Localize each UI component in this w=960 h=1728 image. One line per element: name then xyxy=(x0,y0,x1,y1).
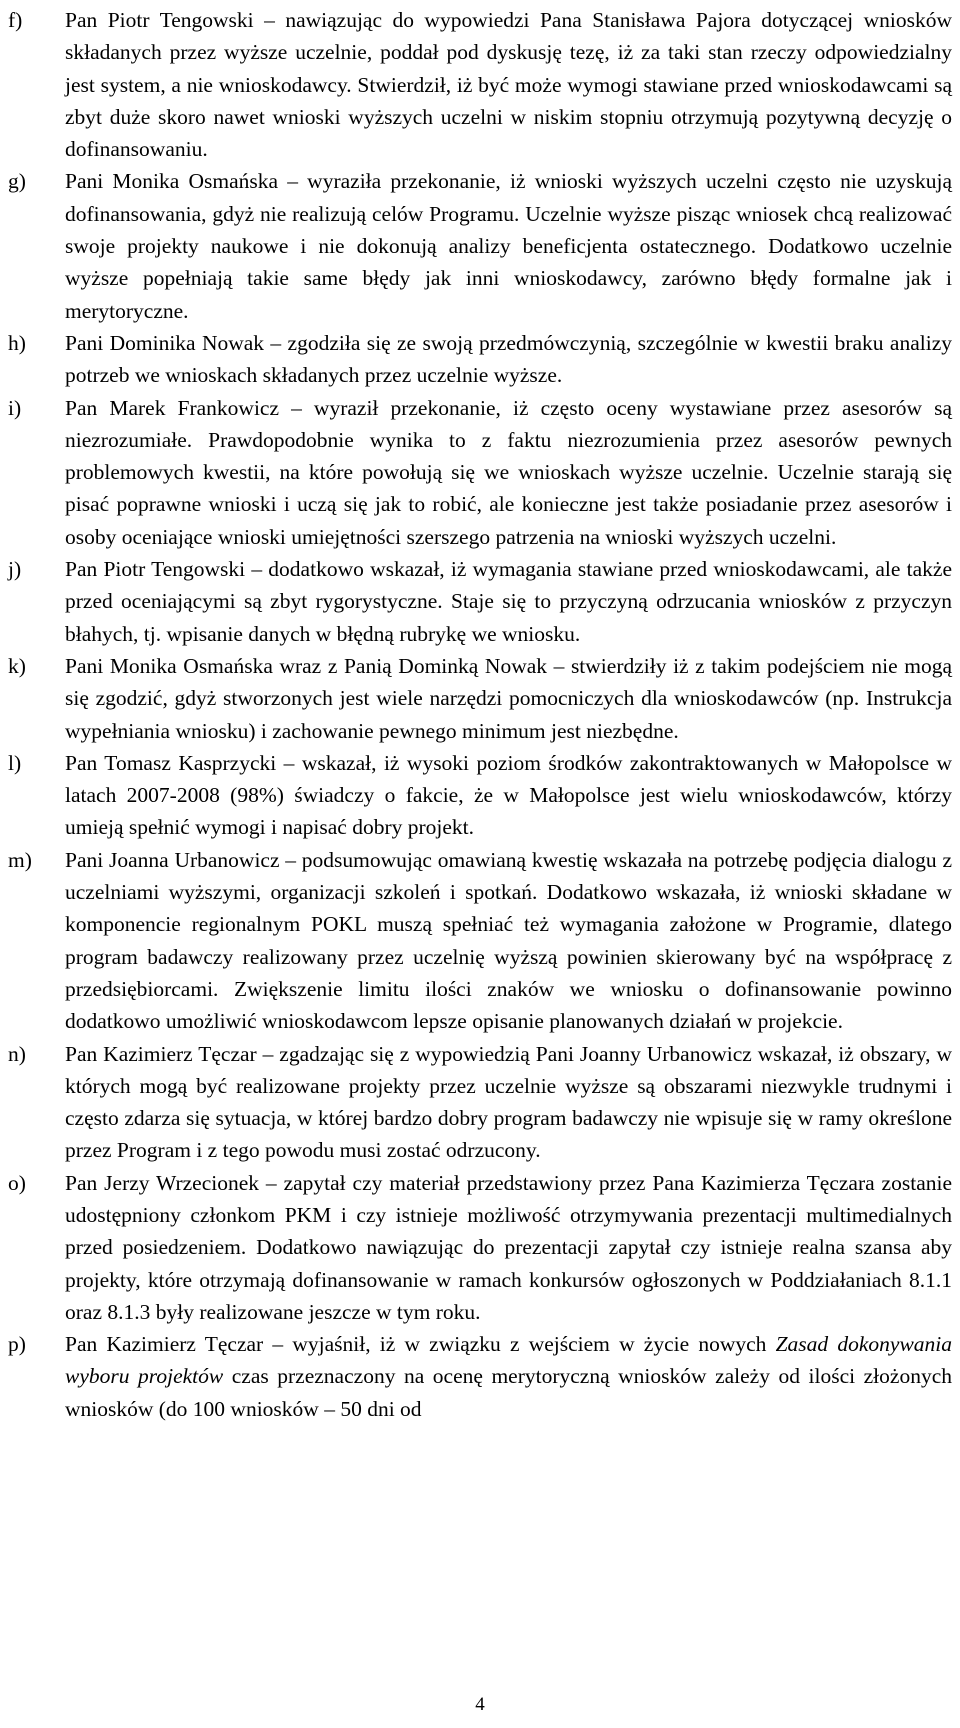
list-item-h xyxy=(8,327,952,392)
list-item-text: Pan Jerzy Wrzecionek – zapytał czy materiał przedstawiony przez Pana Kazimierza Tęczara zostanie udostępniony członkom PKM i czy istnieje możliwość otrzymywania prezentacji multimedialnych przed posiedzeniem. Dodatkowo nawiązując do prezentacji zapytał czy istnieje realna szansa aby projekty, które otrzymają dofinansowanie w ramach konkursów ogłoszonych w Poddziałaniach 8.1.1 oraz 8.1.3 były realizowane jeszcze w tym roku. xyxy=(65,1170,952,1324)
page-number: 4 xyxy=(475,1694,485,1715)
list-item-i xyxy=(8,392,952,553)
list-item-g xyxy=(8,165,952,326)
list-item-p xyxy=(8,1328,952,1425)
list-marker: j) xyxy=(8,557,22,582)
list-item-text: Pani Monika Osmańska – wyraziła przekonanie, iż wnioski wyższych uczelni często nie uzyskują dofinansowania, gdyż nie realizują celów Programu. Uczelnie wyższe pisząc wniosek chcą realizować swoje projekty naukowe i nie dokonują analizy beneficjenta ostatecznego. Dodatkowo uczelnie wyższe popełniają takie same błędy jak inni wnioskodawcy, zarówno błędy formalne jak i merytoryczne. xyxy=(65,169,952,323)
list-marker: l) xyxy=(8,750,22,775)
list-item-n xyxy=(8,1038,952,1167)
discussion-list xyxy=(8,4,952,1425)
list-item-text: Pani Monika Osmańska wraz z Panią Dominką Nowak – stwierdziły iż z takim podejściem nie mogą się zgodzić, gdyż stworzonych jest wiele narzędzi pomocniczych dla wnioskodawców (np. Instrukcja wypełniania wniosku) i zachowanie pewnego minimum jest niezbędne. xyxy=(65,653,952,743)
list-item-o xyxy=(8,1167,952,1328)
list-item-text: Pan Marek Frankowicz – wyraził przekonanie, iż często oceny wystawiane przez asesorów są niezrozumiałe. Prawdopodobnie wynika to z faktu niezrozumienia przez asesorów pewnych problemowych kwestii, na które powołują się we wnioskach wyższe uczelnie. Uczelnie starają się pisać poprawne wnioski i uczą się jak to robić, ale konieczne jest także posiadanie przez asesorów i osoby oceniające wnioski umiejętności szerszego patrzenia na wnioski wyższych uczelni. xyxy=(65,395,952,549)
list-item-text-after: czas przeznaczony na ocenę merytoryczną wniosków zależy od ilości złożonych wniosków (do 100 wniosków – 50 dni od xyxy=(65,1364,952,1421)
list-item-k xyxy=(8,650,952,747)
list-item-f xyxy=(8,4,952,165)
list-item-text: Pan Piotr Tengowski – nawiązując do wypowiedzi Pana Stanisława Pajora dotyczącej wniosków składanych przez wyższe uczelnie, poddał pod dyskusję tezę, iż za taki stan rzeczy odpowiedzialny jest system, a nie wnioskodawcy. Stwierdził, iż być może wymogi stawiane przed wnioskodawcami są zbyt duże skoro nawet wnioski wyższych uczelni w niskim stopniu otrzymują pozytywną decyzję o dofinansowaniu. xyxy=(65,8,952,162)
list-item-text: Pan Kazimierz Tęczar – zgadzając się z wypowiedzią Pani Joanny Urbanowicz wskazał, iż obszary, w których mogą być realizowane projekty przez uczelnie wyższe są obszarami niezwykle trudnymi i często zdarza się sytuacja, w której bardzo dobry program badawczy nie wpisuje się w ramy określone przez Program i z tego powodu musi zostać odrzucony. xyxy=(65,1041,952,1163)
list-marker: p) xyxy=(8,1332,26,1357)
list-item-italic-title: Zasad dokonywania wyboru projektów xyxy=(65,1332,953,1389)
list-marker: k) xyxy=(8,653,26,678)
list-item-text: Pani Dominika Nowak – zgodziła się ze swoją przedmówczynią, szczególnie w kwestii braku analizy potrzeb we wnioskach składanych przez uczelnie wyższe. xyxy=(65,330,952,388)
list-marker: m) xyxy=(8,847,32,872)
list-item-text: Pan Piotr Tengowski – dodatkowo wskazał, iż wymagania stawiane przed wnioskodawcami, ale także przed oceniającymi są zbyt rygorystyczne. Staje się to przyczyną odrzucania wniosków z przyczyn błahych, tj. wpisanie danych w błędną rubrykę we wniosku. xyxy=(65,557,952,646)
list-item-text: Pani Joanna Urbanowicz – podsumowując omawianą kwestię wskazała na potrzebę podjęcia dialogu z uczelniami wyższymi, organizacji szkoleń i spotkań. Dodatkowo wskazała, iż wnioski składane w komponencie regionalnym POKL muszą spełniać też wymagania założone w Programie, dlatego program badawczy realizowany przez uczelnię wyższą powinien skierowany być na współpracę z przedsiębiorcami. Zwiększenie limitu ilości znaków we wniosku o dofinansowanie powinno dodatkowo umożliwić wnioskodawcom lepsze opisanie planowanych działań w projekcie. xyxy=(65,847,952,1034)
list-marker: i) xyxy=(8,395,22,420)
list-item-l xyxy=(8,747,952,844)
list-marker: g) xyxy=(8,169,26,194)
list-marker: h) xyxy=(8,330,26,355)
list-item-text-before: Pan Kazimierz Tęczar – wyjaśnił, iż w związku z wejściem w życie nowych xyxy=(65,1332,767,1357)
list-marker: o) xyxy=(8,1170,26,1195)
list-item-m xyxy=(8,844,952,1038)
list-marker: f) xyxy=(8,8,23,32)
list-marker: n) xyxy=(8,1041,26,1066)
list-item-text: Pan Tomasz Kasprzycki – wskazał, iż wysoki poziom środków zakontraktowanych w Małopolsce w latach 2007-2008 (98%) świadczy o fakcie, że w Małopolsce jest wielu wnioskodawców, którzy umieją spełnić wymogi i napisać dobry projekt. xyxy=(65,750,952,840)
list-item-j xyxy=(8,553,952,650)
